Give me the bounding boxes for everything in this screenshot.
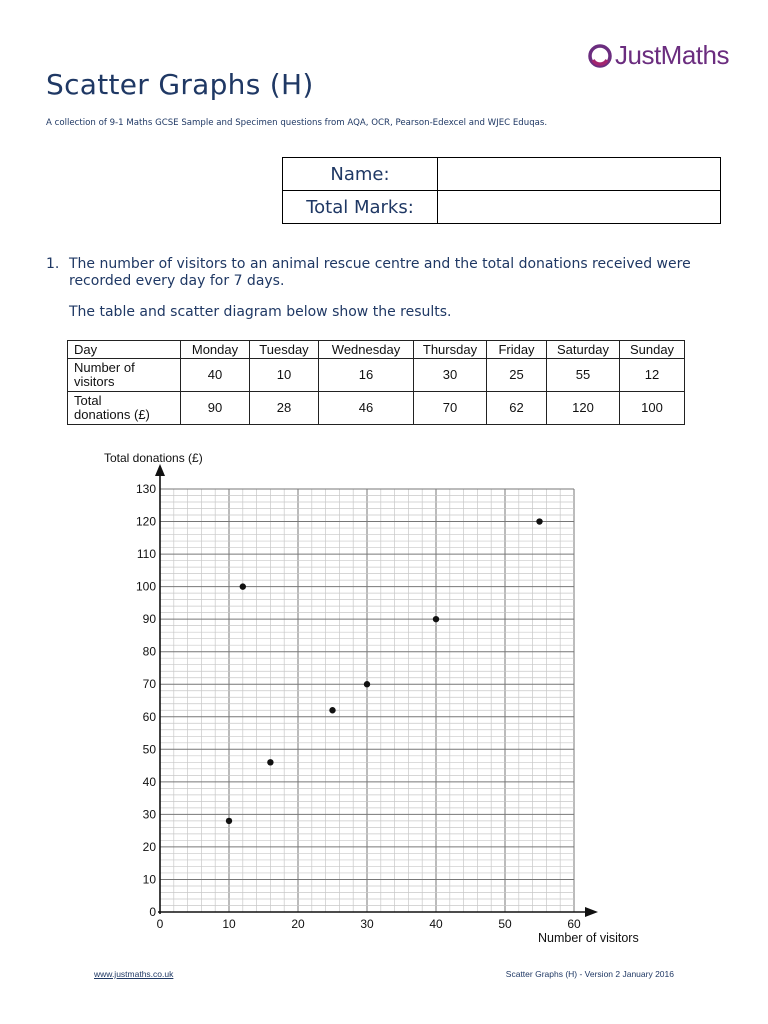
x-axis-label: Number of visitors bbox=[538, 931, 639, 945]
y-tick-label: 30 bbox=[142, 807, 156, 822]
table-cell: 28 bbox=[250, 392, 319, 425]
table-cell: 30 bbox=[414, 359, 487, 392]
y-tick-label: 0 bbox=[149, 905, 156, 919]
data-point bbox=[329, 707, 335, 713]
table-cell: 100 bbox=[620, 392, 685, 425]
footer-version: Scatter Graphs (H) - Version 2 January 2016 bbox=[505, 969, 674, 979]
table-cell: 40 bbox=[181, 359, 250, 392]
y-tick-label: 120 bbox=[135, 514, 156, 529]
table-header-cell: Thursday bbox=[414, 341, 487, 359]
x-axis-arrow-icon bbox=[585, 907, 598, 917]
total-marks-label: Total Marks: bbox=[283, 191, 438, 224]
footer-website-link[interactable]: www.justmaths.co.uk bbox=[94, 969, 174, 979]
y-tick-label: 90 bbox=[142, 612, 156, 627]
x-tick-label: 40 bbox=[429, 917, 443, 931]
table-cell: 25 bbox=[487, 359, 547, 392]
results-table bbox=[67, 340, 685, 425]
y-tick-label: 110 bbox=[136, 547, 156, 562]
table-cell: 55 bbox=[547, 359, 620, 392]
row-label-line: visitors bbox=[74, 374, 115, 389]
data-point bbox=[267, 759, 273, 765]
table-cell: 46 bbox=[319, 392, 414, 425]
table-cell: 90 bbox=[181, 392, 250, 425]
name-field[interactable] bbox=[438, 158, 721, 191]
x-tick-label: 60 bbox=[567, 917, 581, 931]
data-point bbox=[226, 818, 232, 824]
x-tick-label: 10 bbox=[222, 917, 236, 931]
table-cell: 120 bbox=[547, 392, 620, 425]
table-cell: 70 bbox=[414, 392, 487, 425]
page-title: Scatter Graphs (H) bbox=[46, 68, 314, 101]
table-cell: 16 bbox=[319, 359, 414, 392]
logo-swirl-icon bbox=[588, 44, 612, 68]
x-tick-label: 30 bbox=[360, 917, 374, 931]
x-tick-label: 50 bbox=[498, 917, 512, 931]
data-point bbox=[433, 616, 439, 622]
chart-tick-labels bbox=[136, 482, 581, 931]
total-marks-field[interactable] bbox=[438, 191, 721, 224]
table-header-cell: Day bbox=[68, 341, 181, 359]
y-tick-label: 10 bbox=[142, 872, 156, 887]
y-tick-label: 50 bbox=[142, 742, 156, 757]
row-label-line: donations (£) bbox=[74, 407, 150, 422]
y-tick-label: 60 bbox=[142, 709, 156, 724]
table-header-cell: Tuesday bbox=[250, 341, 319, 359]
question-text-results: The table and scatter diagram below show the results. bbox=[69, 304, 452, 320]
table-cell: 10 bbox=[250, 359, 319, 392]
page-subtitle: A collection of 9-1 Maths GCSE Sample and Specimen questions from AQA, OCR, Pearson-Edexcel and WJEC Eduqas. bbox=[46, 118, 548, 128]
name-marks-table bbox=[282, 157, 721, 224]
y-axis-arrow-icon bbox=[155, 464, 165, 476]
table-header-cell: Monday bbox=[181, 341, 250, 359]
table-cell: 12 bbox=[620, 359, 685, 392]
logo-text: JustMaths bbox=[615, 40, 729, 70]
row-label-line: Number of bbox=[74, 360, 135, 375]
x-tick-label: 0 bbox=[156, 917, 164, 931]
data-point bbox=[364, 681, 370, 687]
data-point bbox=[536, 518, 542, 524]
y-tick-label: 80 bbox=[142, 644, 156, 659]
y-tick-label: 40 bbox=[142, 774, 156, 789]
table-cell: 62 bbox=[487, 392, 547, 425]
table-row-label bbox=[68, 392, 181, 425]
table-header-cell: Wednesday bbox=[319, 341, 414, 359]
data-point bbox=[240, 583, 246, 589]
table-row-label bbox=[68, 359, 181, 392]
question-number: 1. bbox=[46, 256, 60, 272]
table-header-cell: Sunday bbox=[620, 341, 685, 359]
y-axis-label: Total donations (£) bbox=[104, 451, 203, 465]
y-tick-label: 130 bbox=[135, 482, 156, 496]
table-header-cell: Saturday bbox=[547, 341, 620, 359]
y-tick-label: 100 bbox=[135, 579, 156, 594]
y-tick-label: 70 bbox=[142, 677, 156, 692]
scatter-chart bbox=[88, 446, 678, 951]
row-label-line: Total bbox=[74, 393, 102, 408]
y-tick-label: 20 bbox=[142, 839, 156, 854]
x-tick-label: 20 bbox=[291, 917, 305, 931]
justmaths-logo bbox=[588, 40, 729, 71]
chart-grid bbox=[160, 489, 574, 912]
name-label: Name: bbox=[283, 158, 438, 191]
table-header-cell: Friday bbox=[487, 341, 547, 359]
question-text: The number of visitors to an animal rescue centre and the total donations received were recorded every day for 7 days. bbox=[69, 256, 691, 289]
